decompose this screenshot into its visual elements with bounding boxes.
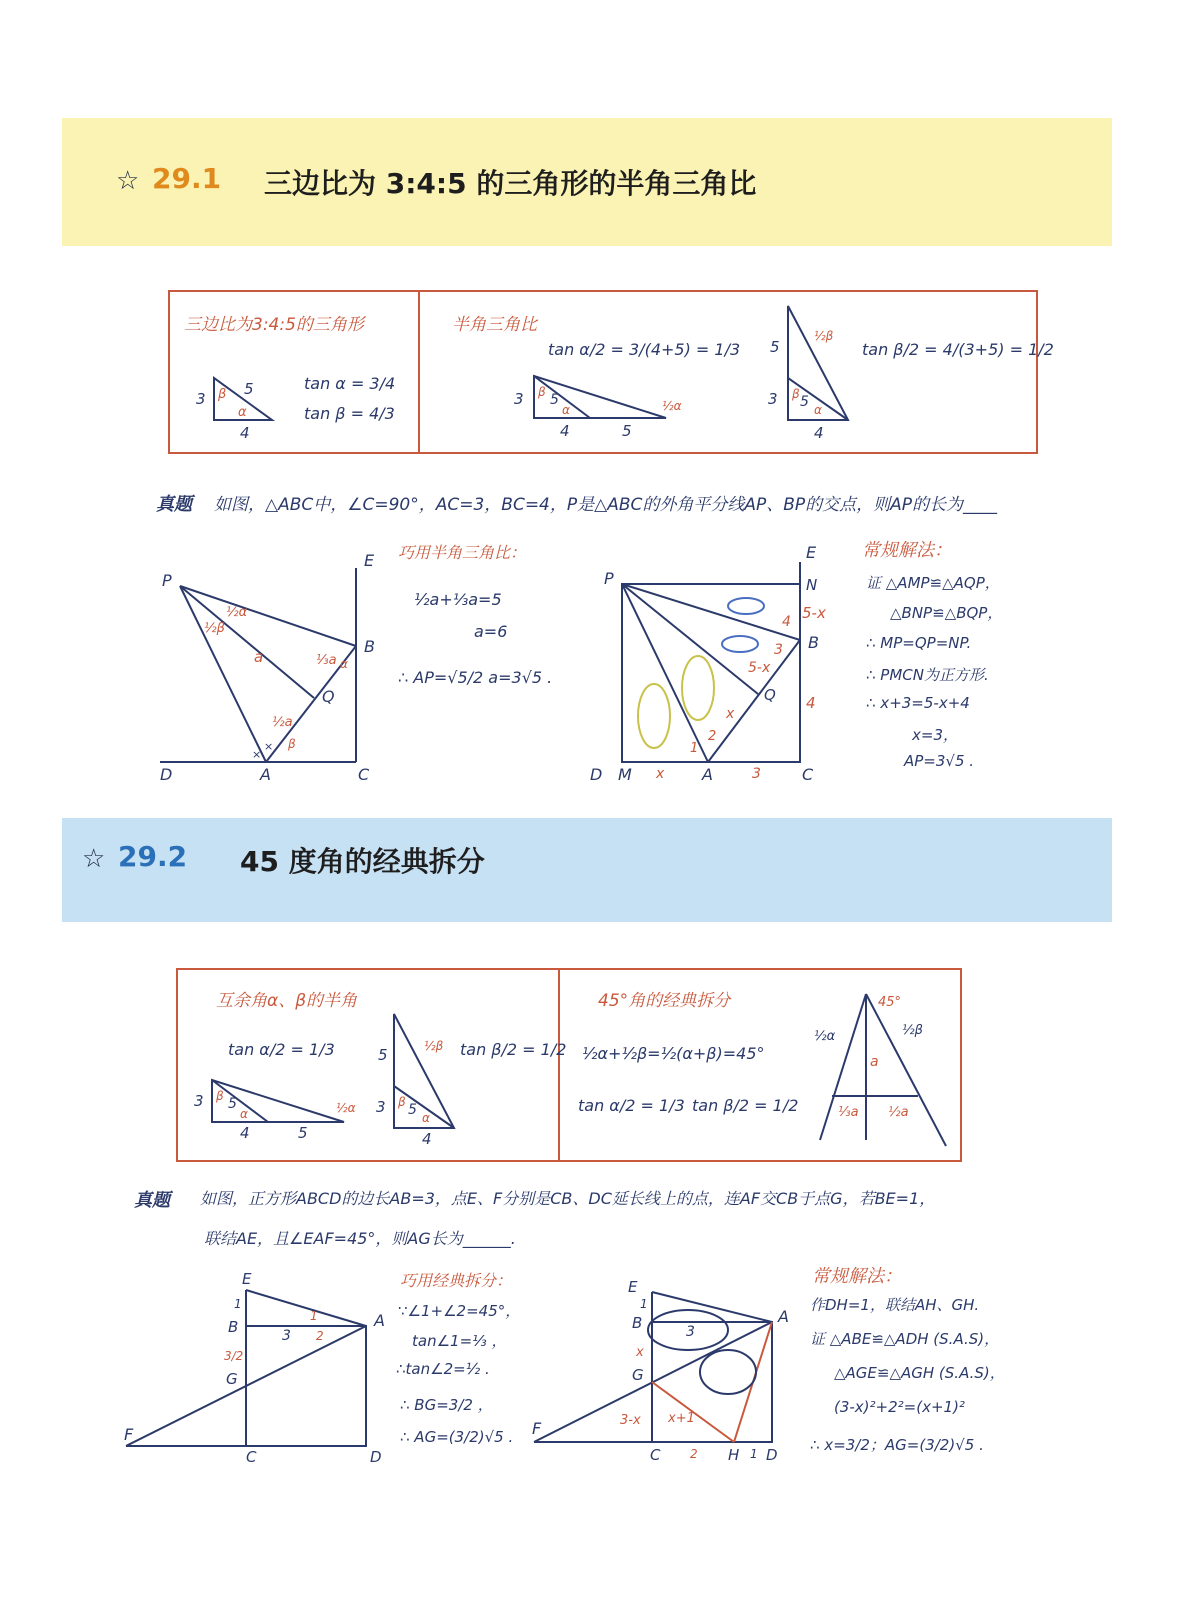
method1-line-3: ∴tan∠2=½ . xyxy=(396,1360,490,1378)
svg-text:1: 1 xyxy=(310,1309,318,1323)
problem-line-2: 联结AE，且∠EAF=45°，则AG长为______. xyxy=(204,1229,516,1248)
svg-text:P: P xyxy=(604,569,614,588)
svg-text:3-x: 3-x xyxy=(620,1413,641,1428)
star-icon: ☆ xyxy=(116,166,140,196)
svg-text:3: 3 xyxy=(514,390,524,408)
svg-text:E: E xyxy=(628,1278,638,1296)
svg-text:β: β xyxy=(538,385,546,399)
svg-text:5: 5 xyxy=(622,422,632,440)
method2-line-5: ∴ x+3=5-x+4 xyxy=(866,694,970,712)
svg-text:3: 3 xyxy=(686,1324,695,1340)
svg-text:⅓a: ⅓a xyxy=(316,653,337,668)
svg-text:5-x: 5-x xyxy=(748,660,771,676)
tan-alpha: tan α = 3/4 xyxy=(304,374,396,393)
method1-title: 巧用经典拆分： xyxy=(400,1271,513,1290)
svg-text:D: D xyxy=(370,1448,382,1466)
method2-line-3: △AGE≌△AGH (S.A.S)， xyxy=(834,1364,1005,1382)
svg-text:3/2: 3/2 xyxy=(224,1349,244,1363)
svg-text:½α: ½α xyxy=(226,605,248,620)
svg-text:α: α xyxy=(562,403,570,417)
svg-text:1: 1 xyxy=(690,741,699,756)
svg-text:F: F xyxy=(532,1419,542,1438)
svg-text:α: α xyxy=(240,1107,248,1121)
svg-text:x: x xyxy=(636,1345,644,1360)
svg-text:5: 5 xyxy=(770,338,780,356)
svg-text:α: α xyxy=(340,657,348,671)
svg-text:B: B xyxy=(632,1314,643,1332)
svg-text:H: H xyxy=(728,1446,740,1464)
section-number: 29.2 xyxy=(118,840,188,873)
svg-text:B: B xyxy=(228,1318,239,1336)
star-icon: ☆ xyxy=(82,844,106,874)
svg-text:1: 1 xyxy=(234,1297,242,1311)
svg-text:C: C xyxy=(650,1446,661,1464)
method2-line-7: AP=3√5 . xyxy=(904,752,975,770)
svg-text:β: β xyxy=(216,1089,224,1103)
svg-text:5: 5 xyxy=(298,1124,308,1142)
svg-text:×: × xyxy=(264,740,274,753)
svg-text:5: 5 xyxy=(550,392,559,408)
formula-half-beta: tan β/2 = 1/2 xyxy=(460,1040,567,1059)
svg-text:4: 4 xyxy=(560,422,570,440)
method1-line-5: ∴ AG=(3/2)√5 . xyxy=(400,1428,514,1446)
section-title: 45 度角的经典拆分 xyxy=(240,845,485,878)
svg-text:A: A xyxy=(778,1307,789,1326)
method2-line-6: x=3， xyxy=(912,726,958,744)
svg-text:D: D xyxy=(590,765,603,784)
section-number: 29.1 xyxy=(152,162,222,195)
svg-text:⅓a: ⅓a xyxy=(838,1105,859,1120)
svg-text:2: 2 xyxy=(316,1329,324,1343)
svg-text:3: 3 xyxy=(194,1092,204,1110)
svg-text:5: 5 xyxy=(228,1096,237,1112)
svg-text:4: 4 xyxy=(422,1130,432,1148)
method2-line-5: ∴ x=3/2；AG=(3/2)√5 . xyxy=(810,1436,984,1454)
method1-title: 巧用半角三角比： xyxy=(398,543,527,562)
svg-text:D: D xyxy=(766,1446,778,1464)
svg-text:C: C xyxy=(358,765,370,784)
label-4: 4 xyxy=(240,424,250,442)
svg-text:3: 3 xyxy=(774,642,783,658)
method1-line-3: ∴ AP=√5/2 a=3√5 . xyxy=(398,668,553,687)
svg-text:β: β xyxy=(398,1095,406,1109)
svg-text:G: G xyxy=(226,1370,238,1388)
svg-text:5: 5 xyxy=(408,1102,417,1118)
svg-text:1: 1 xyxy=(750,1447,758,1461)
formula-half-alpha: tan α/2 = 1/3 xyxy=(228,1040,335,1059)
svg-text:a: a xyxy=(870,1054,879,1070)
svg-text:3: 3 xyxy=(376,1098,386,1116)
svg-text:4: 4 xyxy=(240,1124,250,1142)
svg-text:α: α xyxy=(422,1111,430,1125)
box-heading-half: 半角三角比 xyxy=(452,315,537,335)
svg-text:E: E xyxy=(242,1270,252,1288)
method2-line-4: ∴ PMCN为正方形. xyxy=(866,666,989,684)
method1-line-1: ½a+⅓a=5 xyxy=(414,590,502,609)
tan-beta: tan β = 4/3 xyxy=(304,404,395,423)
svg-text:B: B xyxy=(364,637,375,656)
svg-text:E: E xyxy=(364,551,375,570)
method1-line-1: ∵∠1+∠2=45°， xyxy=(398,1302,521,1320)
svg-text:α: α xyxy=(814,403,822,417)
formula-half-alpha: tan α/2 = 3/(4+5) = 1/3 xyxy=(548,340,741,359)
svg-text:N: N xyxy=(806,576,818,594)
svg-text:45°: 45° xyxy=(878,995,902,1010)
svg-text:a: a xyxy=(254,648,264,666)
tan-half-beta: tan β/2 = 1/2 xyxy=(692,1096,799,1115)
label-beta: β xyxy=(218,387,227,402)
svg-text:4: 4 xyxy=(814,424,824,442)
section-title: 三边比为 3:4:5 的三角形的半角三角比 xyxy=(264,167,757,200)
svg-text:1: 1 xyxy=(640,1297,648,1311)
formula-half-beta: tan β/2 = 4/(3+5) = 1/2 xyxy=(862,340,1054,359)
svg-text:½β: ½β xyxy=(424,1039,444,1053)
method2-title: 常规解法： xyxy=(862,540,952,561)
tan-half-alpha: tan α/2 = 1/3 xyxy=(578,1096,685,1115)
svg-text:x: x xyxy=(656,766,665,782)
svg-text:C: C xyxy=(246,1448,257,1466)
method1-line-4: ∴ BG=3/2 ， xyxy=(400,1396,493,1414)
method2-line-3: ∴ MP=QP=NP. xyxy=(866,634,972,652)
svg-text:½α: ½α xyxy=(336,1101,356,1115)
svg-text:M: M xyxy=(618,765,632,784)
problem-tag: 真题 xyxy=(134,1190,170,1211)
label-5: 5 xyxy=(244,380,254,398)
svg-text:2: 2 xyxy=(708,729,717,744)
svg-text:2: 2 xyxy=(690,1447,698,1461)
method2-title: 常规解法： xyxy=(812,1266,902,1287)
svg-text:B: B xyxy=(808,633,819,652)
problem-text: 如图，△ABC中，∠C=90°，AC=3，BC=4，P是△ABC的外角平分线AP、BP的交点，则AP的长为____ xyxy=(214,495,998,515)
formula-45: ½α+½β=½(α+β)=45° xyxy=(582,1044,765,1063)
svg-text:5: 5 xyxy=(378,1046,388,1064)
svg-text:β: β xyxy=(792,387,800,401)
box-heading-45: 45°角的经典拆分 xyxy=(598,991,731,1011)
problem-line-1: 如图，正方形ABCD的边长AB=3，点E、F分别是CB、DC延长线上的点，连AF交CB于点G，若BE=1， xyxy=(200,1189,936,1208)
svg-text:F: F xyxy=(124,1425,134,1444)
svg-text:A: A xyxy=(374,1311,385,1330)
svg-text:C: C xyxy=(802,765,814,784)
svg-text:½β: ½β xyxy=(902,1023,923,1038)
method1-line-2: a=6 xyxy=(474,622,508,641)
method2-line-1: 证 △AMP≌△AQP， xyxy=(866,574,1000,592)
label-3: 3 xyxy=(196,390,206,408)
svg-text:½β: ½β xyxy=(814,329,834,343)
svg-text:×: × xyxy=(252,748,262,761)
method2-line-2: 证 △ABE≌△ADH (S.A.S)， xyxy=(810,1330,1000,1348)
svg-text:½a: ½a xyxy=(272,715,293,730)
svg-text:½α: ½α xyxy=(814,1029,836,1044)
svg-text:E: E xyxy=(806,543,817,562)
svg-text:Q: Q xyxy=(764,686,776,704)
svg-text:3: 3 xyxy=(752,766,761,782)
method2-line-2: △BNP≌△BQP， xyxy=(890,604,1003,622)
method2-line-4: (3-x)²+2²=(x+1)² xyxy=(834,1398,965,1416)
svg-text:4: 4 xyxy=(806,694,816,712)
svg-text:A: A xyxy=(702,765,713,784)
svg-text:P: P xyxy=(162,571,172,590)
box-heading: 三边比为3:4:5的三角形 xyxy=(184,315,364,335)
svg-text:5: 5 xyxy=(800,394,809,410)
svg-text:½a: ½a xyxy=(888,1105,909,1120)
box-heading: 互余角α、β的半角 xyxy=(216,991,358,1011)
svg-text:3: 3 xyxy=(282,1328,291,1344)
svg-text:x+1: x+1 xyxy=(668,1411,695,1426)
svg-text:4: 4 xyxy=(782,614,791,630)
svg-text:A: A xyxy=(260,765,271,784)
svg-text:5-x: 5-x xyxy=(802,604,826,622)
method2-line-1: 作DH=1，联结AH、GH. xyxy=(810,1296,980,1314)
svg-text:β: β xyxy=(288,737,296,751)
svg-text:3: 3 xyxy=(768,390,778,408)
problem-tag: 真题 xyxy=(156,494,192,515)
svg-text:Q: Q xyxy=(322,687,335,706)
label-alpha: α xyxy=(238,405,247,420)
svg-text:D: D xyxy=(160,765,173,784)
svg-text:½α: ½α xyxy=(662,399,682,413)
svg-text:G: G xyxy=(632,1366,644,1384)
method1-line-2: tan∠1=⅓ ， xyxy=(412,1332,507,1350)
svg-text:½β: ½β xyxy=(204,621,225,636)
svg-text:x: x xyxy=(726,706,735,722)
